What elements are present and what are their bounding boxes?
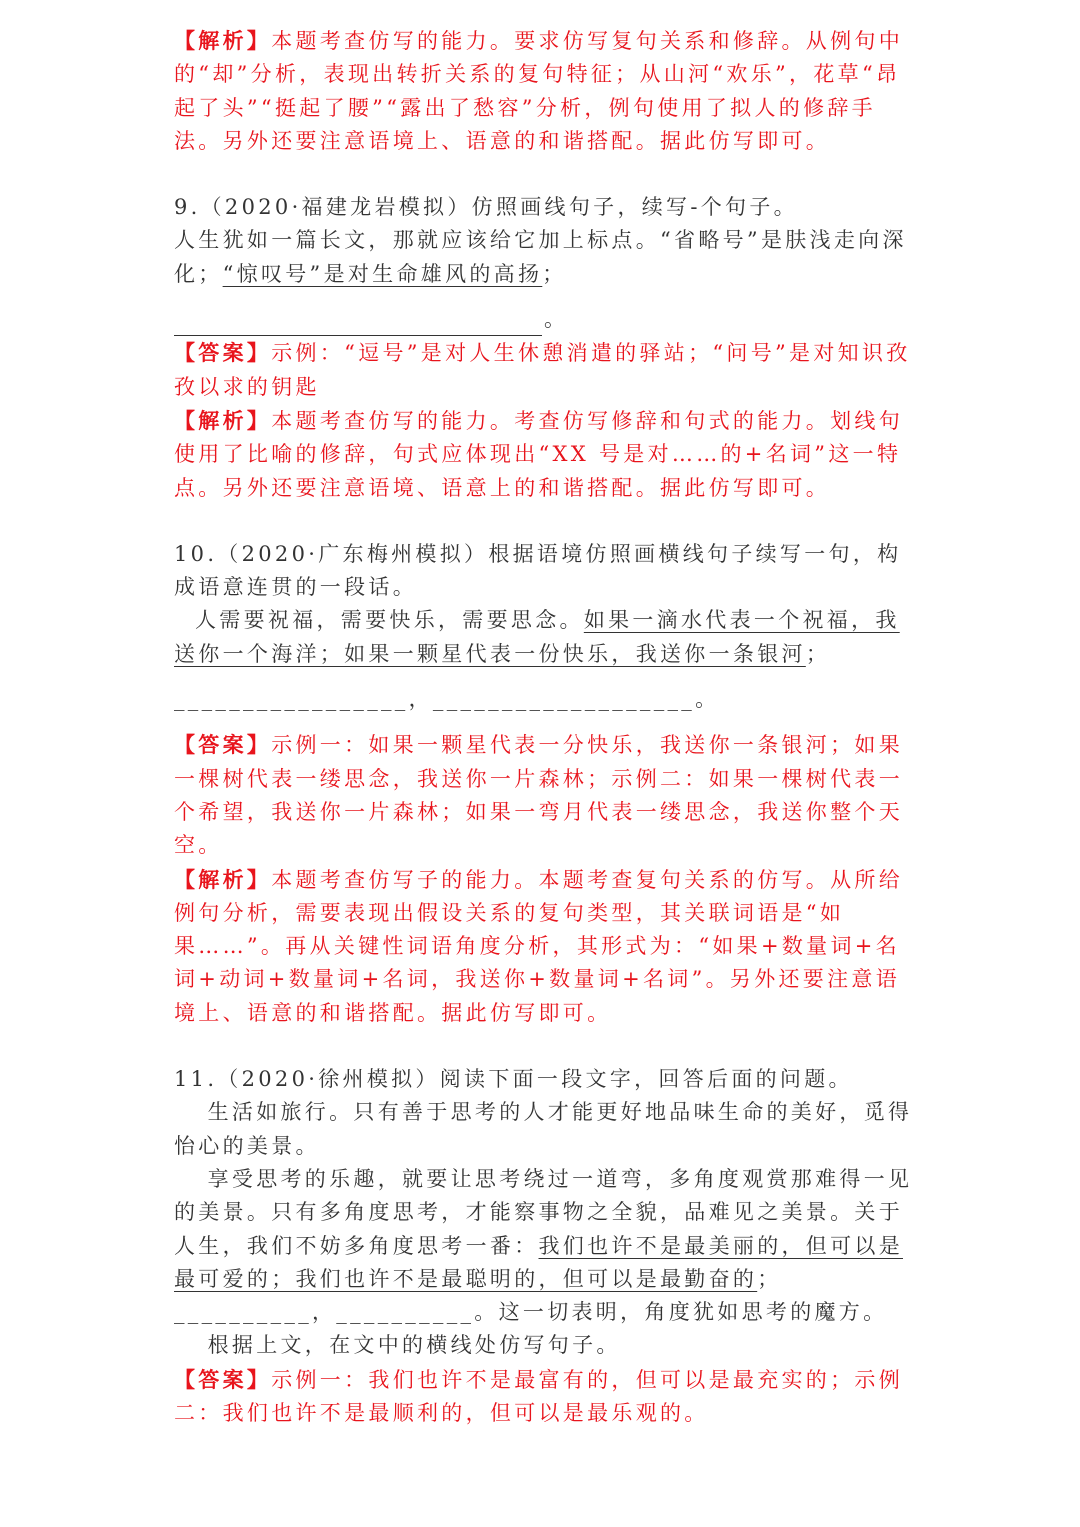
question-10-analysis [174,863,914,1030]
question-9-blank [174,303,914,336]
underlined-sentence: 如果一滴水代表一个祝福，我送你一个海洋；如果一颗星代表一份快乐，我送你一条银河 [174,608,900,666]
analysis-text: 本题考查仿写的能力。考查仿写修辞和句式的能力。划线句使用了比喻的修辞，句式应体现出“XX 号是对……的+名词”这一特点。另外还要注意语境、语意上的和谐搭配。据此仿写即可。 [174,408,904,500]
question-11-blanks: __________，__________。这一切表明，角度犹如思考的魔方。 [174,1300,888,1325]
analysis-tag: 【解析】 [174,866,272,892]
question-11-para2 [174,1163,914,1296]
blank-punct: 。 [544,307,569,332]
question-10-passage [174,604,914,671]
question-9-passage [174,224,914,291]
passage-punct: ； [805,641,831,666]
answer-blank [174,315,542,336]
answer-text: 示例一：我们也许不是最富有的，但可以是最充实的；示例二：我们也许不是最顺利的，但可以是最乐观的。 [174,1367,904,1425]
underlined-sentence: “惊叹号”是对生命雄风的高扬 [222,261,543,286]
question-11-answer [174,1363,914,1431]
question-11-stem: 11.（2020·徐州模拟）阅读下面一段文字，回答后面的问题。 [174,1067,853,1092]
analysis-tag: 【解析】 [174,28,272,53]
answer-text: 示例：“逗号”是对人生休憩消遣的驿站；“问号”是对知识孜孜以求的钥匙 [174,341,911,399]
question-10-stem: 10.（2020·广东梅州模拟）根据语境仿照画横线句子续写一句，构成语意连贯的一段话。 [174,541,902,600]
passage-text: 享受思考的乐趣，就要让思考绕过一道弯，多角度观赏那难得一见的美景。只有多角度思考，才能察事物之全貌，品难见之美景。关于人生，我们不妨多角度思考一番： [174,1166,913,1258]
passage-punct: ； [757,1266,782,1291]
passage-punct: ； [542,261,567,286]
answer-tag: 【答案】 [174,732,272,758]
analysis-text: 本题考查仿写的能力。要求仿写复句关系和修辞。从例句中的“却”分析，表现出转折关系的复句特征；从山河“欢乐”，花草“昂起了头”“挺起了腰”“露出了愁容”分析，例句使用了拟人的修辞手法。另外还要注意语境上、语意的和谐搭配。据此仿写即可。 [174,29,904,153]
question-10-blanks: _________________，___________________。 [174,687,720,712]
question-11-instruction: 根据上文，在文中的横线处仿写句子。 [207,1333,621,1358]
passage-text: 人需要祝福，需要快乐，需要思念。 [195,608,584,633]
answer-tag: 【答案】 [174,340,272,366]
question-9-analysis [174,404,914,505]
analysis-tag: 【解析】 [174,407,272,433]
underlined-sentence: 我们也许不是最美丽的，但可以是最可爱的；我们也许不是最聪明的，但可以是最勤奋的 [174,1233,903,1291]
answer-text: 示例一：如果一颗星代表一分快乐，我送你一条银河；如果一棵树代表一缕思念，我送你一片森林；示例二：如果一棵树代表一个希望，我送你一片森林；如果一弯月代表一缕思念，我送你整个天空。 [174,733,904,858]
analysis-text: 本题考查仿写子的能力。本题考查复句关系的仿写。从所给例句分析，需要表现出假设关系的复句类型，其关联词语是“如果……”。再从关键性词语角度分析，其形式为：“如果+数量词+名词+动词+数量词+名词，我送你+数量词+名词”。另外还要注意语境上、语意的和谐搭配。据此仿写即可。 [174,867,904,1025]
question-11-para1: 生活如旅行。只有善于思考的人才能更好地品味生命的美好，觅得怡心的美景。 [174,1100,913,1158]
question-9-answer [174,336,914,404]
analysis-block-8 [174,24,914,158]
document-page [174,24,914,1430]
question-10-answer [174,728,914,862]
passage-text: 人生犹如一篇长文，那就应该给它加上标点。“省略号”是肤浅走向深化； [174,228,907,286]
answer-tag: 【答案】 [174,1366,272,1392]
question-9-stem: 9.（2020·福建龙岩模拟）仿照画线句子，续写-个句子。 [174,195,798,220]
